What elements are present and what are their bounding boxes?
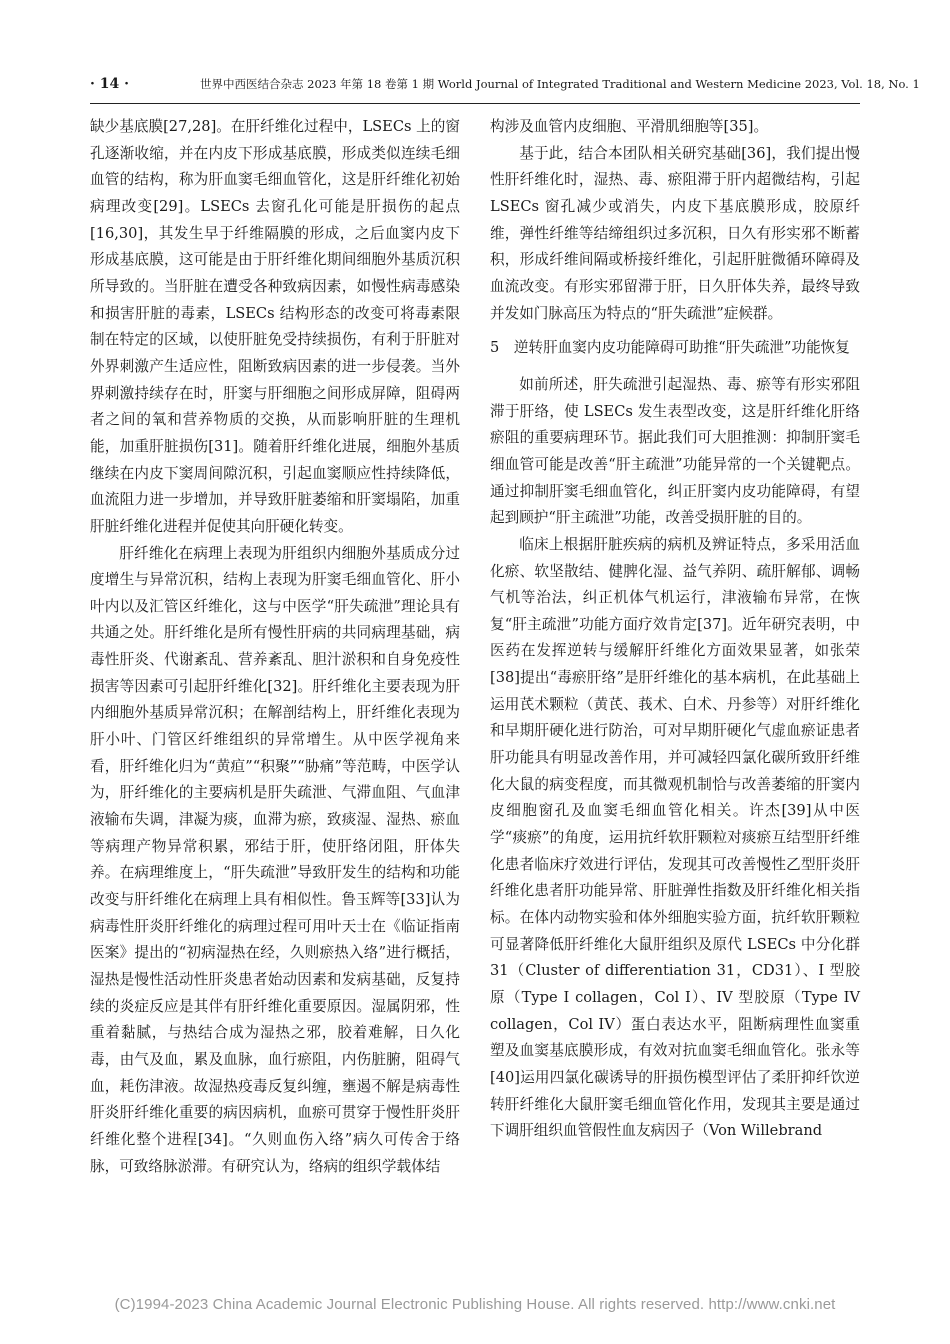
body-paragraph-continuation: 构涉及血管内皮细胞、平滑肌细胞等[35]。 (490, 118, 769, 135)
left-column (90, 114, 460, 1180)
page-header (90, 72, 920, 96)
body-paragraph: 缺少基底膜[27,28]。在肝纤维化过程中，LSECs 上的窗孔逐渐收缩，并在内皮下形成基底膜，形成类似连续毛细血管的结构，称为肝血窦毛细血管化，这是肝纤维化初始病理改变[29]。LSECs 去窗孔化可能是肝损伤的起点[16,30]，其发生早于纤维隔膜的形成，之后血窦内皮下形成基底膜，这可能是由于肝纤维化期间细胞外基质沉积所导致的。当肝脏在遭受各种致病因素，如慢性病毒感染和损害肝脏的毒素，LSECs 结构形态的改变可将毒素限制在特定的区域，以使肝脏免受持续损伤，有利于肝脏对外界刺激产生适应性，阻断致病因素的进一步侵袭。当外界刺激持续存在时，肝窦与肝细胞之间形成屏障，阻碍两者之间的氧和营养物质的交换，从而影响肝脏的生理机能，加重肝脏损伤[31]。随着肝纤维化进展，细胞外基质继续在内皮下窦周间隙沉积，引起血窦顺应性持续降低，血流阻力进一步增加，并导致肝脏萎缩和肝窦塌陷，加重肝脏纤维化进程并促使其向肝硬化转变。 (90, 118, 460, 535)
body-paragraph: 如前所述，肝失疏泄引起湿热、毒、瘀等有形实邪阻滞于肝络，使 LSECs 发生表型改变，这是肝纤维化肝络瘀阻的重要病理环节。据此我们可大胆推测：抑制肝窦毛细血管可能是改善“肝主疏泄”功能异常的一个关键靶点。通过抑制肝窦毛细血管化，纠正肝窦内皮功能障碍，有望起到顾护“肝主疏泄”功能，改善受损肝脏的目的。 (490, 375, 860, 527)
header-rule (90, 103, 860, 104)
body-paragraph: 基于此，结合本团队相关研究基础[36]，我们提出慢性肝纤维化时，湿热、毒、瘀阻滞于肝内超微结构，引起 LSECs 窗孔减少或消失，内皮下基底膜形成，胶原纤维，弹性纤维等结缔组织过多沉积，日久有形实邪不断蓄积，形成纤维间隔或桥接纤维化，引起肝脏微循环障碍及血流改变。有形实邪留滞于肝，日久肝体失养，最终导致并发如门脉高压为特点的“肝失疏泄”症候群。 (490, 144, 860, 322)
running-head: 世界中西医结合杂志 2023 年第 18 卷第 1 期 World Journal of Integrated Traditional and Western Medicine 2023, Vol. 18, No. 1 (200, 77, 920, 91)
right-column (490, 114, 860, 1145)
body-paragraph: 临床上根据肝脏疾病的病机及辨证特点，多采用活血化瘀、软坚散结、健脾化湿、益气养阴、疏肝解郁、调畅气机等治法，纠正机体气机运行，津液输布异常，在恢复“肝主疏泄”功能方面疗效肯定[37]。近年研究表明，中医药在发挥逆转与缓解肝纤维化方面效果显著，如张荣[38]提出“毒瘀肝络”是肝纤维化的基本病机，在此基础上运用芪术颗粒（黄芪、莪术、白术、丹参等）对肝纤维化和早期肝硬化进行防治，可对早期肝硬化气虚血瘀证患者肝功能具有明显改善作用，并可减轻四氯化碳所致肝纤维化大鼠的病变程度，而其微观机制恰与改善萎缩的肝窦内皮细胞窗孔及血窦毛细血管化相关。许杰[39]从中医学“痰瘀”的角度，运用抗纤软肝颗粒对痰瘀互结型肝纤维化患者临床疗效进行评估，发现其可改善慢性乙型肝炎肝纤维化患者肝功能异常、肝脏弹性指数及肝纤维化相关指标。在体内动物实验和体外细胞实验方面，抗纤软肝颗粒可显著降低肝纤维化大鼠肝组织及原代 LSECs 中分化群 31（Cluster of differentiation 31，CD31）、I 型胶原（Type I collagen，Col I）、IV 型胶原（Type IV collagen，Col IV）蛋白表达水平，阻断病理性血窦重塑及血窦基底膜形成，有效对抗血窦毛细血管化。张永等[40]运用四氯化碳诱导的肝损伤模型评估了柔肝抑纤饮逆转肝纤维化大鼠肝窦毛细血管化作用，发现其主要是通过下调肝组织血管假性血友病因子（Von Willebrand (490, 535, 860, 1140)
copyright-footer: (C)1994-2023 China Academic Journal Electronic Publishing House. All rights reserved. http://www.cnki.net (114, 1296, 836, 1313)
section-heading: 5 逆转肝血窦内皮功能障碍可助推“肝失疏泄”功能恢复 (490, 339, 850, 357)
body-paragraph: 肝纤维化在病理上表现为肝组织内细胞外基质成分过度增生与异常沉积，结构上表现为肝窦毛细血管化、肝小叶内以及汇管区纤维化，这与中医学“肝失疏泄”理论具有共通之处。肝纤维化是所有慢性肝病的共同病理基础，病毒性肝炎、代谢紊乱、营养紊乱、胆汁淤积和自身免疫性损害等因素可引起肝纤维化[32]。肝纤维化主要表现为肝内细胞外基质异常沉积；在解剖结构上，肝纤维化表现为肝小叶、门管区纤维组织的异常增生。从中医学视角来看，肝纤维化归为“黄疸”“积聚”“胁痛”等范畴，中医学认为，肝纤维化的主要病机是肝失疏泄、气滞血阻、气血津液输布失调，津凝为痰，血滞为瘀，致痰湿、湿热、瘀血等病理产物异常积累，邪结于肝，使肝络闭阻，肝体失养。在病理维度上，“肝失疏泄”导致肝发生的结构和功能改变与肝纤维化在病理上具有相似性。鲁玉辉等[33]认为病毒性肝炎肝纤维化的病理过程可用叶天士在《临证指南医案》提出的“初病湿热在经，久则瘀热入络”进行概括，湿热是慢性活动性肝炎患者始动因素和发病基础，反复持续的炎症反应是其伴有肝纤维化重要原因。湿属阴邪，性重着黏腻，与热结合成为湿热之邪，胶着难解，日久化毒，由气及血，累及血脉，血行瘀阻，内伤脏腑，阻碍气血，耗伤津液。故湿热疫毒反复纠缠，壅遏不解是病毒性肝炎肝纤维化重要的病因病机，血瘀可贯穿于慢性肝炎肝纤维化整个进程[34]。“久则血伤入络”病久可传舍于络脉，可致络脉淤滞。有研究认为，络病的组织学载体结 (90, 544, 460, 1175)
page-number: · 14 · (90, 76, 129, 92)
